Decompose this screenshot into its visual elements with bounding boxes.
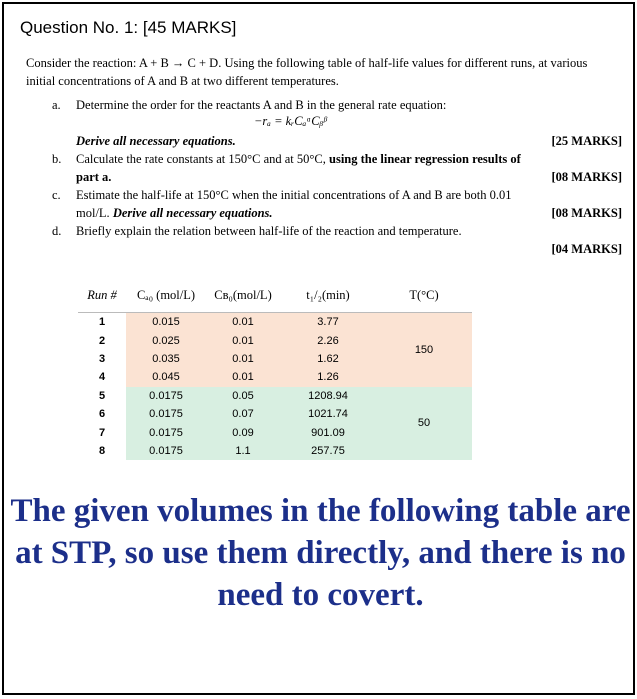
- ca0-cell: 0.0175: [126, 405, 206, 423]
- document-page: [2, 2, 635, 695]
- ca0-cell: 0.035: [126, 350, 206, 368]
- part-b: [52, 150, 622, 186]
- part-d-label: d.: [52, 224, 62, 238]
- cb0-cell: 0.01: [206, 350, 280, 368]
- part-b-marks: [08 MARKS]: [551, 170, 622, 184]
- header-ca0: Cₐ₀ (mol/L): [126, 278, 206, 313]
- part-b-text-bold: using the linear regression results of: [329, 152, 521, 166]
- cb0-cell: 0.01: [206, 313, 280, 332]
- half-life-table: [78, 278, 472, 460]
- run-cell: 5: [78, 387, 126, 405]
- half-life-cell: 1208.94: [280, 387, 376, 405]
- part-d: [52, 222, 622, 258]
- cb0-cell: 0.05: [206, 387, 280, 405]
- header-temperature: T(°C): [376, 278, 472, 313]
- table-row: [78, 387, 472, 405]
- part-a: [52, 96, 622, 114]
- part-b-text2: part a.: [76, 170, 112, 184]
- part-a-derive: Derive all necessary equations.: [76, 134, 236, 148]
- part-b-text1: Calculate the rate constants at 150°C and at 50°C,: [76, 152, 326, 166]
- ca0-cell: 0.0175: [126, 442, 206, 460]
- ca0-cell: 0.025: [126, 331, 206, 349]
- part-b-label: b.: [52, 152, 62, 166]
- ca0-cell: 0.0175: [126, 423, 206, 441]
- half-life-cell: 257.75: [280, 442, 376, 460]
- run-cell: 7: [78, 423, 126, 441]
- half-life-cell: 2.26: [280, 331, 376, 349]
- header-cb0: Cʙ₀(mol/L): [206, 278, 280, 313]
- ca0-cell: 0.015: [126, 313, 206, 332]
- table-row: [78, 313, 472, 332]
- question-title: Question No. 1: [45 MARKS]: [20, 18, 237, 37]
- part-c-marks: [08 MARKS]: [551, 206, 622, 220]
- part-c-text1: Estimate the half-life at 150°C when the initial concentrations of A and B are both 0.01: [76, 188, 512, 202]
- run-cell: 8: [78, 442, 126, 460]
- table-header-row: [78, 278, 472, 313]
- part-c: [52, 186, 622, 222]
- header-run: Run #: [78, 278, 126, 313]
- part-b-line1: [76, 150, 521, 168]
- rate-equation: −rₐ = kᵣCₐᵅCᵦᵝ: [254, 114, 327, 128]
- part-a-text: Determine the order for the reactants A and B in the general rate equation:: [76, 98, 447, 112]
- cb0-cell: 0.01: [206, 368, 280, 386]
- cb0-cell: 0.01: [206, 331, 280, 349]
- cb0-cell: 0.09: [206, 423, 280, 441]
- cb0-cell: 0.07: [206, 405, 280, 423]
- part-c-line2: [76, 204, 273, 222]
- run-cell: 4: [78, 368, 126, 386]
- cb0-cell: 1.1: [206, 442, 280, 460]
- run-cell: 3: [78, 350, 126, 368]
- half-life-cell: 1021.74: [280, 405, 376, 423]
- part-c-text2: mol/L.: [76, 206, 110, 220]
- part-a-label: a.: [52, 98, 61, 112]
- part-c-label: c.: [52, 188, 61, 202]
- part-a-derive-line: [52, 132, 622, 150]
- header-half-life: t₁/₂(min): [280, 278, 376, 313]
- half-life-cell: 901.09: [280, 423, 376, 441]
- intro-text: Consider the reaction: A + B → C + D. Using the following table of half-life values for different runs, at various initial concentrations of A and B at two different temperatures.: [26, 56, 588, 88]
- temp-150-cell: 150: [376, 313, 472, 387]
- ca0-cell: 0.0175: [126, 387, 206, 405]
- stp-note: The given volumes in the following table are at STP, so use them directly, and there is no need to covert.: [10, 493, 631, 613]
- run-cell: 6: [78, 405, 126, 423]
- half-life-cell: 1.62: [280, 350, 376, 368]
- run-cell: 1: [78, 313, 126, 332]
- temp-50-cell: 50: [376, 387, 472, 461]
- part-d-text: Briefly explain the relation between half-life of the reaction and temperature.: [76, 224, 462, 238]
- ca0-cell: 0.045: [126, 368, 206, 386]
- run-cell: 2: [78, 331, 126, 349]
- part-d-marks: [04 MARKS]: [551, 242, 622, 256]
- part-a-marks: [25 MARKS]: [551, 134, 622, 148]
- half-life-cell: 3.77: [280, 313, 376, 332]
- part-c-derive: Derive all necessary equations.: [112, 206, 273, 220]
- half-life-cell: 1.26: [280, 368, 376, 386]
